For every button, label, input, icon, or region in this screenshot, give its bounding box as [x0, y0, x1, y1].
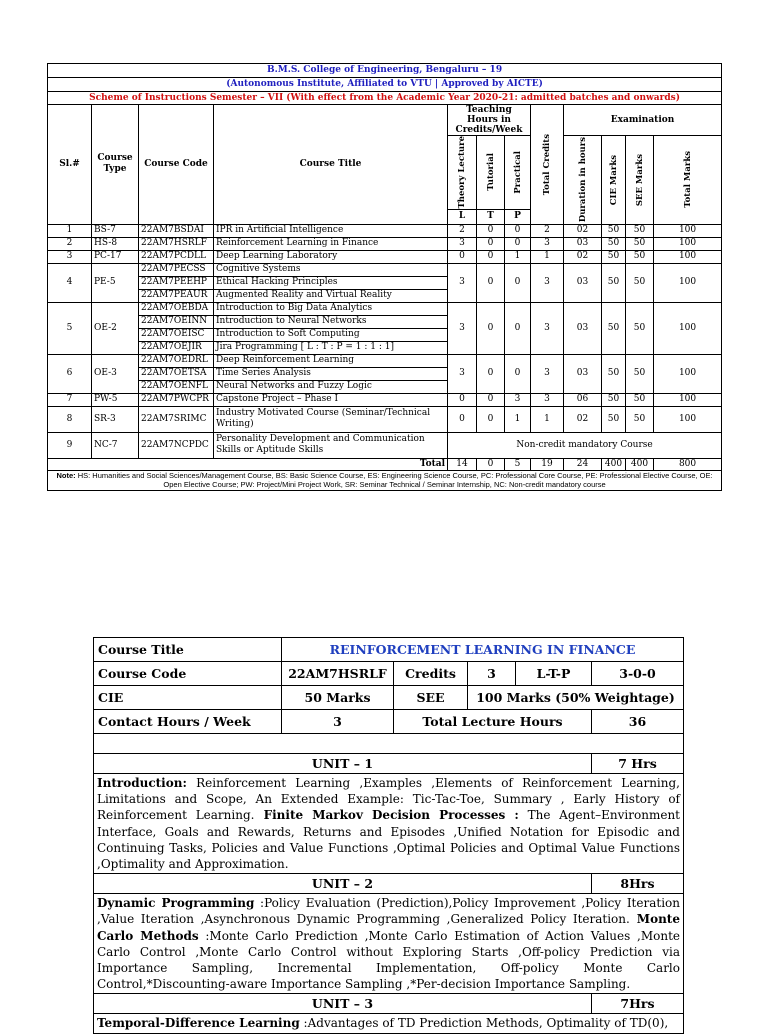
header-cie-cell	[602, 136, 626, 225]
header-practical: Practical	[512, 150, 523, 194]
header-course-title: Course Title	[214, 105, 448, 225]
header-theory-cell	[448, 136, 477, 210]
row-cie: 50	[602, 237, 626, 250]
row-T: 0	[477, 224, 505, 237]
row-P: 1	[505, 250, 531, 263]
row-sl: 3	[48, 250, 92, 263]
row-duration: 03	[564, 302, 602, 354]
unit-title: UNIT – 2	[94, 874, 592, 894]
course-code-value: 22AM7HSRLF	[282, 662, 394, 686]
scheme-body	[48, 224, 722, 432]
row-sl: 8	[48, 406, 92, 432]
table-row	[48, 224, 722, 237]
row-T: 0	[477, 406, 505, 432]
footnote-prefix: Note:	[56, 471, 76, 481]
row-course-code: 22AM7OEINN	[139, 315, 214, 328]
row-course-title: Jira Programming [ L : T : P = 1 : 1 : 1]	[214, 341, 448, 354]
row-T: 0	[477, 393, 505, 406]
row-cie: 50	[602, 406, 626, 432]
header-L: L	[448, 209, 477, 224]
row-course-title: Deep Reinforcement Learning	[214, 354, 448, 367]
row-duration: 02	[564, 224, 602, 237]
row9-title: Personality Development and Communication Skills or Aptitude Skills	[214, 432, 448, 458]
row-see: 50	[626, 263, 654, 302]
row-T: 0	[477, 250, 505, 263]
contact-hours-value: 3	[282, 710, 394, 734]
row9-sl: 9	[48, 432, 92, 458]
row-course-code: 22AM7PECSS	[139, 263, 214, 276]
row-duration: 02	[564, 250, 602, 263]
table-row	[48, 250, 722, 263]
header-total-credits: Total Credits	[542, 133, 552, 195]
row9-code: 22AM7NCPDC	[139, 432, 214, 458]
row-course-title: Industry Motivated Course (Seminar/Technical Writing)	[214, 406, 448, 432]
row-course-title: Capstone Project – Phase I	[214, 393, 448, 406]
header-total-credits-cell	[531, 105, 564, 225]
row-course-title: Introduction to Big Data Analytics	[214, 302, 448, 315]
row-course-code: 22AM7PWCPR	[139, 393, 214, 406]
row-course-type: PE-5	[92, 263, 139, 302]
row-L: 3	[448, 354, 477, 393]
unit-hours: 7 Hrs	[592, 754, 684, 774]
unit-topic-1: Introduction:	[97, 776, 187, 790]
scheme-title: Scheme of Instructions Semester – VII (With effect from the Academic Year 2020-21: admitted batches and onwards)	[48, 92, 722, 105]
row-course-code: 22AM7OEJIR	[139, 341, 214, 354]
row-total: 100	[654, 263, 722, 302]
row-course-code: 22AM7OETSA	[139, 367, 214, 380]
row-course-code: 22AM7OEBDA	[139, 302, 214, 315]
row-L: 3	[448, 302, 477, 354]
total-credits: 19	[531, 458, 564, 470]
cie-label: CIE	[94, 686, 282, 710]
row-sl: 5	[48, 302, 92, 354]
header-duration: Duration in hours	[577, 137, 588, 223]
row-duration: 06	[564, 393, 602, 406]
header-examination: Examination	[564, 105, 722, 136]
row-course-code: 22AM7SRIMC	[139, 406, 214, 432]
row-total: 100	[654, 224, 722, 237]
row-see: 50	[626, 224, 654, 237]
header-total-marks-cell	[654, 136, 722, 225]
row-see: 50	[626, 302, 654, 354]
syllabus-table	[93, 637, 684, 1034]
row-course-type: OE-3	[92, 354, 139, 393]
unit-topic-1: Temporal-Difference Learning	[97, 1016, 300, 1031]
row-see: 50	[626, 354, 654, 393]
row-L: 0	[448, 393, 477, 406]
row-course-code: 22AM7OEDRL	[139, 354, 214, 367]
header-P: P	[505, 209, 531, 224]
row-sl: 1	[48, 224, 92, 237]
row-course-title: IPR in Artificial Intelligence	[214, 224, 448, 237]
footnote	[48, 470, 722, 490]
row-credits: 3	[531, 393, 564, 406]
row-credits: 3	[531, 302, 564, 354]
unit-body-row	[94, 894, 684, 994]
row-course-title: Augmented Reality and Virtual Reality	[214, 289, 448, 302]
row-duration: 03	[564, 263, 602, 302]
row-P: 0	[505, 263, 531, 302]
unit-text-1: :Policy Evaluation (Prediction),Policy Improvement ,Policy Iteration ,Value Iteration ,Asynchronous Dynamic Programming ,Generalized Policy Iteration.	[97, 896, 680, 927]
college-name: B.M.S. College of Engineering, Bengaluru – 19	[48, 64, 722, 78]
unit-content	[94, 894, 684, 994]
unit-header-row	[94, 994, 684, 1014]
header-total-marks: Total Marks	[682, 151, 693, 209]
row-duration: 02	[564, 406, 602, 432]
table-row	[48, 354, 722, 367]
total-label: Total	[48, 458, 448, 470]
row-course-type: PC-17	[92, 250, 139, 263]
row-see: 50	[626, 393, 654, 406]
header-sl: Sl.#	[48, 105, 92, 225]
row-L: 0	[448, 250, 477, 263]
row-P: 0	[505, 224, 531, 237]
row-course-code: 22AM7PEAUR	[139, 289, 214, 302]
row-course-title: Deep Learning Laboratory	[214, 250, 448, 263]
header-tutorial-cell	[477, 136, 505, 210]
row-credits: 3	[531, 237, 564, 250]
row-total: 100	[654, 393, 722, 406]
row-course-title: Ethical Hacking Principles	[214, 276, 448, 289]
credits-value: 3	[468, 662, 516, 686]
header-practical-cell	[505, 136, 531, 210]
unit-topic-2: Finite Markov Decision Processes :	[254, 808, 519, 823]
row-total: 100	[654, 406, 722, 432]
row-cie: 50	[602, 224, 626, 237]
unit-hours: 7Hrs	[592, 994, 684, 1014]
credits-label: Credits	[394, 662, 468, 686]
row-P: 0	[505, 237, 531, 250]
row-P: 3	[505, 393, 531, 406]
row-course-code: 22AM7HSRLF	[139, 237, 214, 250]
spacer-row	[94, 734, 684, 754]
row-L: 0	[448, 406, 477, 432]
row-cie: 50	[602, 250, 626, 263]
row-credits: 3	[531, 263, 564, 302]
total-cie: 400	[602, 458, 626, 470]
row-credits: 1	[531, 406, 564, 432]
row-course-type: BS-7	[92, 224, 139, 237]
course-code-label: Course Code	[94, 662, 282, 686]
total-T: 0	[477, 458, 505, 470]
unit-text-1: :Advantages of TD Prediction Methods, Optimality of TD(0),	[299, 1016, 669, 1031]
table-row	[48, 237, 722, 250]
row-see: 50	[626, 406, 654, 432]
row-duration: 03	[564, 237, 602, 250]
unit-header-row	[94, 874, 684, 894]
row-sl: 6	[48, 354, 92, 393]
row-course-title: Neural Networks and Fuzzy Logic	[214, 380, 448, 393]
row-T: 0	[477, 263, 505, 302]
row-cie: 50	[602, 354, 626, 393]
header-duration-cell	[564, 136, 602, 225]
header-see: SEE Marks	[634, 153, 645, 206]
units-body	[94, 754, 684, 1034]
row-L: 3	[448, 263, 477, 302]
row-sl: 2	[48, 237, 92, 250]
row-P: 0	[505, 302, 531, 354]
row-course-title: Cognitive Systems	[214, 263, 448, 276]
unit-body-row	[94, 774, 684, 874]
table-row	[48, 393, 722, 406]
row-sl: 4	[48, 263, 92, 302]
row-course-title: Reinforcement Learning in Finance	[214, 237, 448, 250]
row-course-code: 22AM7BSDAI	[139, 224, 214, 237]
row-L: 3	[448, 237, 477, 250]
cie-value: 50 Marks	[282, 686, 394, 710]
unit-title: UNIT – 1	[94, 754, 592, 774]
unit-text-2: The Agent–Environment Interface, Goals and Rewards, Returns and Episodes ,Unified Notation for Episodic and Continuing Tasks, Policies and Value Functions ,Optimal Policies and Optimal Value Functions ,Optimality and Approximation.	[97, 808, 680, 872]
see-value: 100 Marks (50% Weightage)	[468, 686, 684, 710]
row-T: 0	[477, 237, 505, 250]
row-course-code: 22AM7OENFL	[139, 380, 214, 393]
row-total: 100	[654, 237, 722, 250]
row9-note: Non-credit mandatory Course	[448, 432, 722, 458]
unit-hours: 8Hrs	[592, 874, 684, 894]
unit-topic-1: Dynamic Programming	[97, 896, 255, 911]
footnote-text: HS: Humanities and Social Sciences/Management Course, BS: Basic Science Course, ES: Engineering Science Course, PC: Professional Core Course, PE: Professional Elective Course, OE: Open Elective Course; PW: Project/Mini Project Work, SR: Seminar Technical / Seminar Internship, NC: Non-credit mandatory course	[75, 471, 713, 490]
total-lecture-hours-value: 36	[592, 710, 684, 734]
header-tutorial: Tutorial	[485, 153, 496, 192]
row-course-type: PW-5	[92, 393, 139, 406]
total-marks: 800	[654, 458, 722, 470]
header-theory: Theory Lecture	[457, 136, 467, 209]
header-T: T	[477, 209, 505, 224]
row-duration: 03	[564, 354, 602, 393]
header-see-cell	[626, 136, 654, 225]
row-credits: 3	[531, 354, 564, 393]
course-title-label: Course Title	[94, 638, 282, 662]
row-total: 100	[654, 302, 722, 354]
scheme-table	[47, 63, 722, 491]
table-row	[48, 302, 722, 315]
row-course-type: SR-3	[92, 406, 139, 432]
row-credits: 2	[531, 224, 564, 237]
header-teaching-hours: Teaching Hours in Credits/Week	[448, 105, 531, 136]
row-L: 2	[448, 224, 477, 237]
row-P: 1	[505, 406, 531, 432]
unit-content	[94, 774, 684, 874]
row-cie: 50	[602, 393, 626, 406]
row-see: 50	[626, 250, 654, 263]
total-L: 14	[448, 458, 477, 470]
row-course-title: Introduction to Neural Networks	[214, 315, 448, 328]
unit-header-row	[94, 754, 684, 774]
unit-text-2: :Monte Carlo Prediction ,Monte Carlo Estimation of Action Values ,Monte Carlo Control ,Monte Carlo Control without Exploring Starts ,Off-policy Prediction via Importance Sampling, Incremental Implementation, Off-policy Monte Carlo Control,*Discounting-aware Importance Sampling ,*Per-decision Importance Sampling.	[97, 928, 680, 992]
row-cie: 50	[602, 263, 626, 302]
row-course-type: OE-2	[92, 302, 139, 354]
row-see: 50	[626, 237, 654, 250]
row-credits: 1	[531, 250, 564, 263]
unit-text-1: Reinforcement Learning ,Examples ,Elements of Reinforcement Learning, Limitations and Scope, An Extended Example: Tic-Tac-Toe, Summary , Early History of Reinforcement Learning.	[97, 776, 680, 823]
row-P: 0	[505, 354, 531, 393]
total-P: 5	[505, 458, 531, 470]
header-cie: CIE Marks	[608, 154, 619, 205]
row-total: 100	[654, 250, 722, 263]
row-cie: 50	[602, 302, 626, 354]
unit-title: UNIT – 3	[94, 994, 592, 1014]
row-course-code: 22AM7OEISC	[139, 328, 214, 341]
row-total: 100	[654, 354, 722, 393]
total-see: 400	[626, 458, 654, 470]
ltp-label: L-T-P	[516, 662, 592, 686]
see-label: SEE	[394, 686, 468, 710]
contact-hours-label: Contact Hours / Week	[94, 710, 282, 734]
header-course-code: Course Code	[139, 105, 214, 225]
college-affiliation: (Autonomous Institute, Affiliated to VTU | Approved by AICTE)	[48, 78, 722, 92]
total-duration: 24	[564, 458, 602, 470]
row-sl: 7	[48, 393, 92, 406]
row9-type: NC-7	[92, 432, 139, 458]
unit-topic-2: Monte Carlo Methods	[97, 912, 680, 943]
row-course-title: Introduction to Soft Computing	[214, 328, 448, 341]
table-row	[48, 263, 722, 276]
row-course-code: 22AM7PEEHP	[139, 276, 214, 289]
row-course-type: HS-8	[92, 237, 139, 250]
ltp-value: 3-0-0	[592, 662, 684, 686]
header-course-type: Course Type	[92, 105, 139, 225]
row-T: 0	[477, 302, 505, 354]
row-course-code: 22AM7PCDLL	[139, 250, 214, 263]
course-title-value: REINFORCEMENT LEARNING IN FINANCE	[282, 638, 684, 662]
row-course-title: Time Series Analysis	[214, 367, 448, 380]
row-T: 0	[477, 354, 505, 393]
table-row	[48, 406, 722, 432]
total-lecture-hours-label: Total Lecture Hours	[394, 710, 592, 734]
